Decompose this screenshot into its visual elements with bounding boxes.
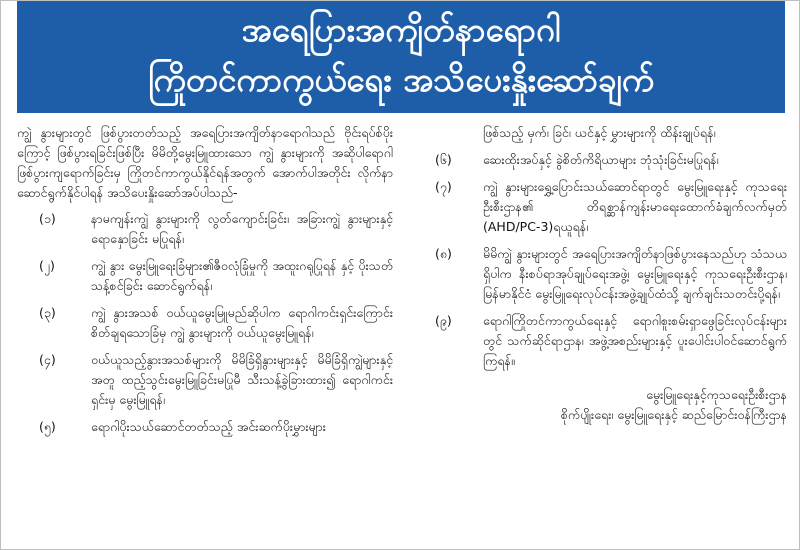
item-number: (၇) [435, 179, 452, 194]
signature-ministry: စိုက်ပျိုးရေး၊ မွေးမြူရေးနှင့် ဆည်မြောင်းဝန်ကြီးဌာန [560, 407, 787, 422]
right-column [421, 123, 787, 425]
item-text: ကျွဲ နွားများရွှေ့ပြောင်းသယ်ဆောင်ရာတွင် မွေးမြူရေးနှင့် ကုသရေးဦးစီးဌာန၏ တိရစ္ဆာန်ကျန်းမာရေးထောက်ခံချက်လက်မှတ် (AHD/PC-3)ရယူရန်၊ [483, 179, 787, 234]
item-number: (၂) [39, 258, 55, 273]
item-number: (၃) [39, 305, 56, 320]
item-text: ရောဂါပိုးသယ်ဆောင်တတ်သည့် အင်းဆက်ပိုးမွှားများ [91, 419, 326, 434]
list-item-4 [17, 350, 393, 410]
list-item-7 [421, 177, 787, 237]
item-text: ကျွဲ နွား မွေးမြူရေးခြံများ၏ဇီဝလုံခြုံမှုကို အထူးဂရုပြုရန် နှင့် ပိုးသတ်သန့်စင်ခြင်း ဆောင်ရွက်ရန်၊ [91, 258, 393, 293]
title-line-2: ကြိုတင်ကာကွယ်ရေး အသိပေးနှိုးဆော်ချက် [147, 60, 655, 99]
title-line-1: အရေပြားအကျိတ်နာရောဂါ [241, 10, 561, 49]
left-column [17, 123, 393, 444]
title-banner [17, 1, 785, 113]
item-number: (၄) [39, 352, 56, 367]
item-text: နာမကျန်းကျွဲ နွားများကို လွတ်ကျောင်းခြင်း၊ အခြားကျွဲ နွားများနှင့် ရောနှောခြင်း မပြုရန်၊ [91, 211, 393, 246]
item-text: ဆေးထိုးအပ်နှင့် ခွဲစိတ်ကိရိယာများ ဘုံသုံးခြင်းမပြုရန်၊ [483, 152, 719, 167]
list-item-9 [421, 311, 787, 371]
signature-block [421, 385, 787, 425]
list-item-5 [17, 417, 393, 437]
item-text: ရောဂါကြိုတင်ကာကွယ်ရေးနှင့် ရောဂါစူးစမ်းရှာဖွေခြင်းလုပ်ငန်းများတွင် သက်ဆိုင်ရာဌာန၊ အဖွဲ့အစည်းများနှင့် ပူးပေါင်းပါဝင်ဆောင်ရွက်ကြရန်။ [483, 313, 787, 368]
list-item-2 [17, 256, 393, 296]
list-item-3 [17, 303, 393, 343]
list-item-8 [421, 244, 787, 304]
item-text: ဝယ်ယူသည့်နွားအသစ်များကို မိမိခြံရှိနွားများနှင့် မိမိခြံရှိကျွဲများနှင့်အတူ ထည့်သွင်းမွေးမြူခြင်းမပြုမီ သီးသန့်ခွဲခြားထား၍ ရောဂါကင်းရှင်းမှ မွေးမြူရန်၊ [91, 352, 393, 407]
item-5-continuation: ဖြစ်သည့် မှက်၊ ခြင်၊ ယင်နှင့် မွှားများကို ထိန်းချုပ်ရန်၊ [483, 125, 716, 140]
list-item-1 [17, 209, 393, 249]
item-number: (၉) [435, 313, 452, 328]
item-number: (၆) [435, 152, 452, 167]
item-number: (၈) [435, 246, 452, 261]
list-item-6 [421, 150, 787, 170]
item-number: (၁) [39, 211, 56, 226]
signature-department: မွေးမြူရေးနှင့်ကုသရေးဦးစီးဌာန [646, 387, 787, 402]
item-text: မိမိကျွဲ နွားများတွင် အရေပြားအကျိတ်နာဖြစ်ပွားနေသည်ဟု သံသယရှိပါက နီးစပ်ရာအုပ်ချုပ်ရေးအဖွဲ့၊ မွေးမြူရေးနှင့် ကုသရေးဦးစီးဌာန၊ မြန်မာနိုင်ငံ မွေးမြူရေးလုပ်ငန်းအဖွဲ့ချုပ်ထံသို့ ချက်ချင်းသတင်းပို့ရန်၊ [483, 246, 787, 301]
item-text: ကျွဲ နွားအသစ် ဝယ်ယူမွေးမြူမည်ဆိုပါက ရောဂါကင်းရှင်းကြောင်း စိတ်ချရသောခြံမှ ကျွဲ နွားများကို ဝယ်ယူမွေးမြူရန်၊ [91, 305, 393, 340]
intro-paragraph: ကျွဲ နွားများတွင် ဖြစ်ပွားတတ်သည့် အရေပြားအကျိတ်နာရောဂါသည် ဗိုင်းရပ်စ်ပိုးကြောင့် ဖြစ်ပွားရခြင်းဖြစ်ပြီး မိမိတို့မွေးမြူထားသော ကျွဲ နွားများကို အဆိုပါရောဂါဖြစ်ပွားကျရောက်ခြင်းမှ ကြိုတင်ကာကွယ်နိုင်ရန်အတွက် အောက်ပါအတိုင်း လိုက်နာဆောင်ရွက်နိုင်ပါရန် အသိပေးနှိုးဆော်အပ်ပါသည်- [17, 125, 393, 200]
item-number: (၅) [39, 419, 56, 434]
